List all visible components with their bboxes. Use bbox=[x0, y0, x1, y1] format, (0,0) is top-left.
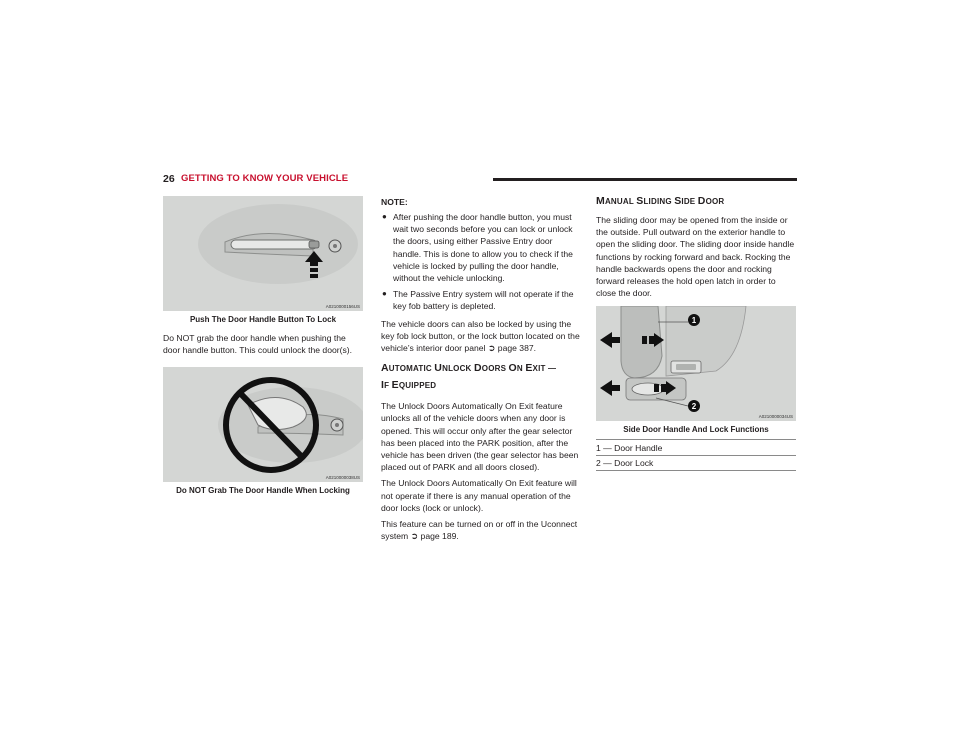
paragraph: The Unlock Doors Automatically On Exit feature will not operate if there is any manual operation of the door locks (lock or unlock). bbox=[381, 478, 577, 513]
prohibited-grab-illustration bbox=[163, 367, 363, 482]
figure-caption: Side Door Handle And Lock Functions bbox=[623, 425, 769, 434]
section-title: GETTING TO KNOW YOUR VEHICLE bbox=[181, 173, 349, 184]
bullet-icon: ● bbox=[382, 212, 387, 221]
heading-text: OORS bbox=[481, 364, 509, 374]
paragraph: Do NOT grab the door handle when pushing the door handle button. This could unlock the door(s). bbox=[163, 333, 353, 356]
header-rule bbox=[493, 178, 797, 181]
door-handle-illustration bbox=[163, 196, 363, 311]
heading-text: I bbox=[381, 379, 385, 392]
heading-text: D bbox=[473, 362, 482, 375]
bullet-icon: ● bbox=[382, 289, 387, 299]
key-row-2: 2 — Door Lock bbox=[596, 456, 796, 471]
key-row-1: 1 — Door Handle bbox=[596, 440, 796, 456]
heading-text: S bbox=[636, 195, 644, 207]
sliding-door-illustration bbox=[596, 306, 796, 421]
door-handle-button-figure bbox=[163, 196, 363, 311]
figure-code: A0210000034US bbox=[758, 414, 793, 419]
paragraph bbox=[381, 318, 581, 355]
heading-text: IDE bbox=[681, 197, 698, 206]
side-door-figure bbox=[596, 306, 796, 421]
heading-text: U bbox=[434, 362, 443, 375]
heading-text: F bbox=[384, 381, 392, 391]
callout-2: 2 bbox=[691, 402, 697, 411]
heading-text: XIT — bbox=[532, 364, 557, 374]
heading-text: S bbox=[674, 195, 682, 207]
page-header bbox=[163, 173, 797, 187]
heading-text: QUIPPED bbox=[398, 381, 437, 391]
paragraph bbox=[381, 518, 581, 542]
callout-1: 1 bbox=[691, 316, 697, 325]
heading-text: NLOCK bbox=[442, 364, 474, 374]
page-ref-link[interactable]: page 189. bbox=[420, 531, 459, 542]
bullet-text: After pushing the door handle button, you must wait two seconds before you can lock or unlock the doors, using either Passive Entry door handle. This is done to allow you to check if the vehicle is locked by pulling the door handle, without the vehicle unlocking. bbox=[393, 212, 573, 284]
page-ref-icon: ➲ bbox=[410, 531, 419, 542]
figure-key-table bbox=[596, 439, 796, 471]
paragraph-text: This feature can be turned on or off in the Uconnect system bbox=[381, 519, 578, 542]
heading-text: ANUAL bbox=[604, 197, 637, 206]
heading-text: M bbox=[596, 195, 605, 207]
heading-text: O bbox=[508, 362, 517, 375]
figure-caption: Push The Door Handle Button To Lock bbox=[189, 315, 337, 324]
heading-text: D bbox=[697, 195, 706, 207]
bullet-text: The Passive Entry system will not operate if the key fob battery is depleted. bbox=[393, 289, 574, 312]
note-label: NOTE: bbox=[381, 197, 408, 207]
page-number: 26 bbox=[163, 173, 175, 185]
heading-text: LIDING bbox=[643, 197, 675, 206]
heading-text: N bbox=[516, 364, 526, 374]
heading-text: UTOMATIC bbox=[388, 364, 435, 374]
do-not-grab-figure bbox=[163, 367, 363, 482]
note-block bbox=[381, 197, 581, 542]
heading-text: E bbox=[525, 362, 533, 375]
figure-code: A0210000156US bbox=[325, 304, 360, 309]
sliding-door-section bbox=[596, 193, 798, 299]
paragraph: The sliding door may be opened from the inside or the outside. Pull outward on the exterior handle to open the sliding door. The sliding door inside handle functions by rocking forward and back. Rocking the handle backwards opens the door and rocking forward releases the hold open latch in order to close the door. bbox=[596, 215, 795, 299]
section-heading bbox=[596, 193, 798, 210]
heading-text: OOR bbox=[705, 197, 725, 206]
bullet-item bbox=[381, 288, 581, 312]
paragraph: The Unlock Doors Automatically On Exit feature unlocks all of the vehicle doors when any door is opened. This will occur only after the gear selector has been placed into the PARK position, after the vehicle has been driven (the gear selector has been placed out of PARK and all doors closed). bbox=[381, 401, 579, 473]
figure-caption: Do NOT Grab The Door Handle When Locking bbox=[176, 486, 350, 495]
bullet-item bbox=[381, 211, 581, 284]
heading-text: E bbox=[391, 379, 399, 392]
page-ref-link[interactable]: page 387. bbox=[497, 343, 537, 354]
figure-code: A0210000038US bbox=[325, 475, 360, 480]
section-heading bbox=[381, 360, 581, 394]
heading-text: A bbox=[381, 362, 389, 375]
paragraph-text: The vehicle doors can also be locked by using the key fob lock button, or the lock button located on the vehicle’s interior door panel bbox=[381, 318, 580, 354]
page-ref-icon: ➲ bbox=[487, 343, 496, 354]
